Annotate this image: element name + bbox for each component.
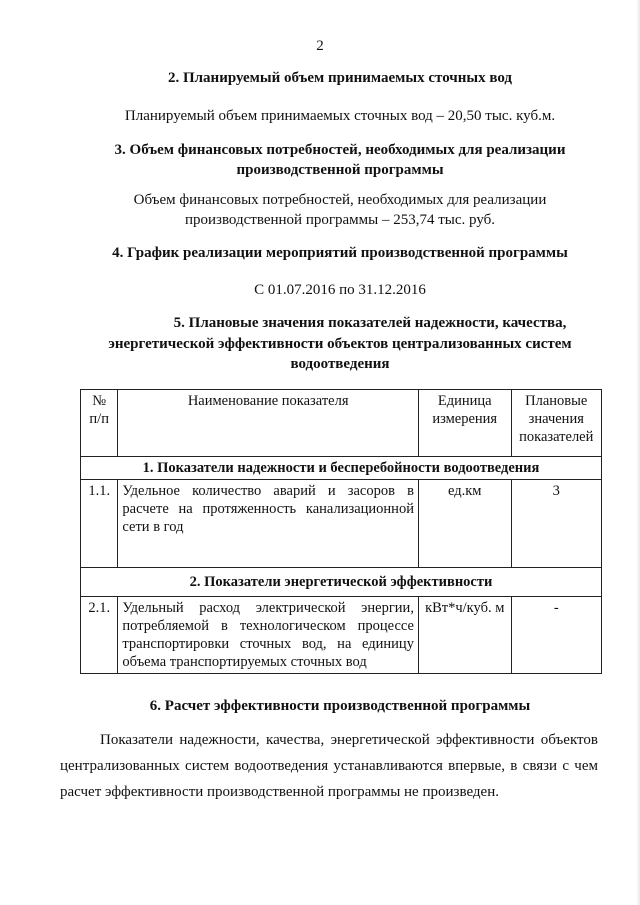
section-3-text-line2: производственной программы – 253,74 тыс. руб.	[184, 212, 496, 228]
row-1-name: Удельное количество аварий и засоров в расчете на протяженность канализационной сети в год	[118, 480, 419, 568]
section-3-text-line1: Объем финансовых потребностей, необходимых для реализации	[133, 192, 547, 208]
indicators-table	[80, 389, 602, 674]
section-6-text: Показатели надежности, качества, энергетической эффективности объектов централизованных систем водоотведения устанавливаются впервые, в связи с чем расчет эффективности производственной программы не произведен.	[60, 732, 598, 800]
table-section-row	[81, 457, 602, 480]
section-1-title: 1. Показатели надежности и бесперебойности водоотведения	[81, 457, 602, 480]
section-2-heading: 2. Планируемый объем принимаемых сточных вод	[167, 70, 513, 86]
header-unit: Единица измерения	[418, 390, 511, 457]
row-1-num: 1.1.	[81, 480, 118, 568]
row-1-value: 3	[511, 480, 602, 568]
table-section-row	[81, 568, 602, 597]
section-4-text: С 01.07.2016 по 31.12.2016	[254, 282, 426, 298]
section-5-heading-line3: водоотведения	[290, 356, 390, 372]
section-3-heading-line2: производственной программы	[236, 162, 444, 178]
table-header-row	[81, 390, 602, 457]
section-2-text: Планируемый объем принимаемых сточных вод – 20,50 тыс. куб.м.	[124, 108, 556, 124]
row-2-unit: кВт*ч/куб. м	[418, 597, 511, 674]
header-name: Наименование показателя	[118, 390, 419, 457]
section-6-heading: 6. Расчет эффективности производственной программы	[149, 698, 531, 714]
section-3-heading-line1: 3. Объем финансовых потребностей, необходимых для реализации	[114, 142, 566, 158]
scan-edge-shadow	[636, 0, 640, 905]
row-2-name: Удельный расход электрической энергии, потребляемой в технологическом процессе транспортировки сточных вод, на единицу объема транспортируемых сточных вод	[118, 597, 419, 674]
section-4-heading: 4. График реализации мероприятий производственной программы	[112, 245, 568, 261]
section-2-title: 2. Показатели энергетической эффективности	[81, 568, 602, 597]
row-2-num: 2.1.	[81, 597, 118, 674]
row-2-value: -	[511, 597, 602, 674]
row-1-unit: ед.км	[418, 480, 511, 568]
table-row	[81, 480, 602, 568]
header-num: № п/п	[81, 390, 118, 457]
section-5-heading-line2: энергетической эффективности объектов централизованных систем	[108, 336, 572, 352]
page-number: 2	[316, 38, 324, 54]
section-5-heading-line1: 5. Плановые значения показателей надежности, качества,	[173, 315, 567, 331]
table-row	[81, 597, 602, 674]
header-plan: Плановые значения показателей	[511, 390, 602, 457]
